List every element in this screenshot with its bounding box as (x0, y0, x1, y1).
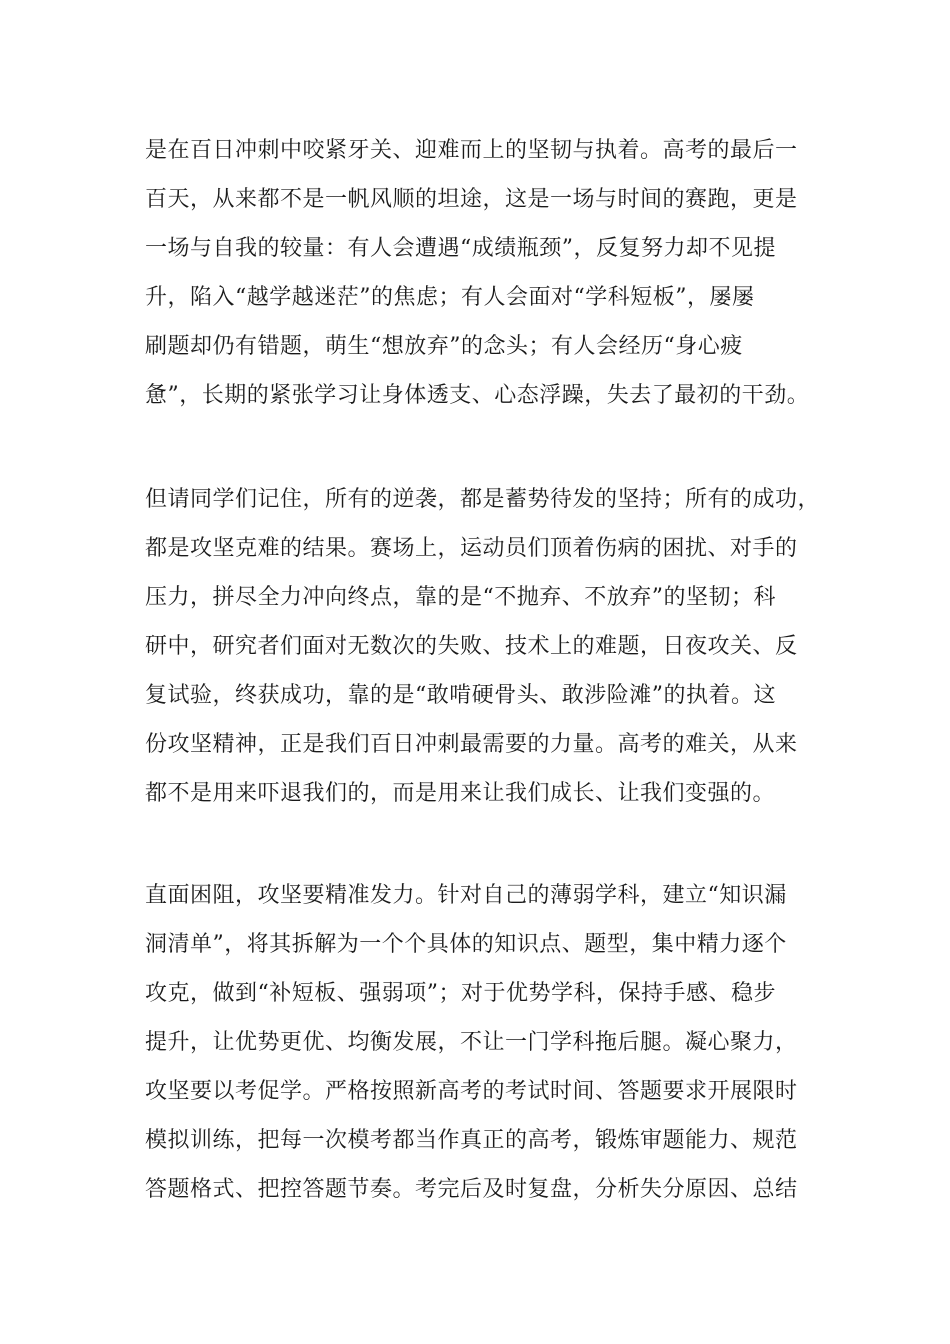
text-line: 都不是用来吓退我们的，而是用来让我们成长、让我们变强的。 (145, 781, 776, 806)
text-line: 是在百日冲刺中咬紧牙关、迎难而上的坚韧与执着。高考的最后一 (145, 138, 798, 163)
text-line: 模拟训练，把每一次模考都当作真正的高考，锻炼审题能力、规范 (145, 1128, 798, 1153)
text-line: 攻坚要以考促学。严格按照新高考的考试时间、答题要求开展限时 (145, 1079, 798, 1104)
text-line: 一场与自我的较量：有人会遭遇“成绩瓶颈”，反复努力却不见提 (145, 236, 776, 261)
paragraph-3 (145, 871, 835, 1214)
text-line: 攻克，做到“补短板、强弱项”；对于优势学科，保持手感、稳步 (145, 981, 776, 1006)
paragraph-1 (145, 126, 835, 420)
text-line: 复试验，终获成功，靠的是“敢啃硬骨头、敢涉险滩”的执着。这 (145, 683, 776, 708)
text-line: 但请同学们记住，所有的逆袭，都是蓄势待发的坚持；所有的成功， (145, 487, 821, 512)
text-line: 研中，研究者们面对无数次的失败、技术上的难题，日夜攻关、反 (145, 634, 798, 659)
text-line: 都是攻坚克难的结果。赛场上，运动员们顶着伤病的困扰、对手的 (145, 536, 798, 561)
text-line: 洞清单”，将其拆解为一个个具体的知识点、题型，集中精力逐个 (145, 932, 787, 957)
text-line: 答题格式、把控答题节奏。考完后及时复盘，分析失分原因、总结 (145, 1177, 798, 1202)
text-line: 百天，从来都不是一帆风顺的坦途，这是一场与时间的赛跑，更是 (145, 187, 798, 212)
text-line: 份攻坚精神，正是我们百日冲刺最需要的力量。高考的难关，从来 (145, 732, 798, 757)
text-line: 升，陷入“越学越迷茫”的焦虑；有人会面对“学科短板”，屡屡 (145, 285, 755, 310)
paragraph-2 (145, 475, 835, 818)
text-line: 提升，让优势更优、均衡发展，不让一门学科拖后腿。凝心聚力， (145, 1030, 798, 1055)
text-line: 惫”，长期的紧张学习让身体透支、心态浮躁，失去了最初的干劲。 (145, 383, 810, 408)
text-line: 压力，拼尽全力冲向终点，靠的是“不抛弃、不放弃”的坚韧；科 (145, 585, 776, 610)
text-line: 直面困阻，攻坚要精准发力。针对自己的薄弱学科，建立“知识漏 (145, 883, 787, 908)
text-line: 刷题却仍有错题，萌生“想放弃”的念头；有人会经历“身心疲 (145, 334, 743, 359)
